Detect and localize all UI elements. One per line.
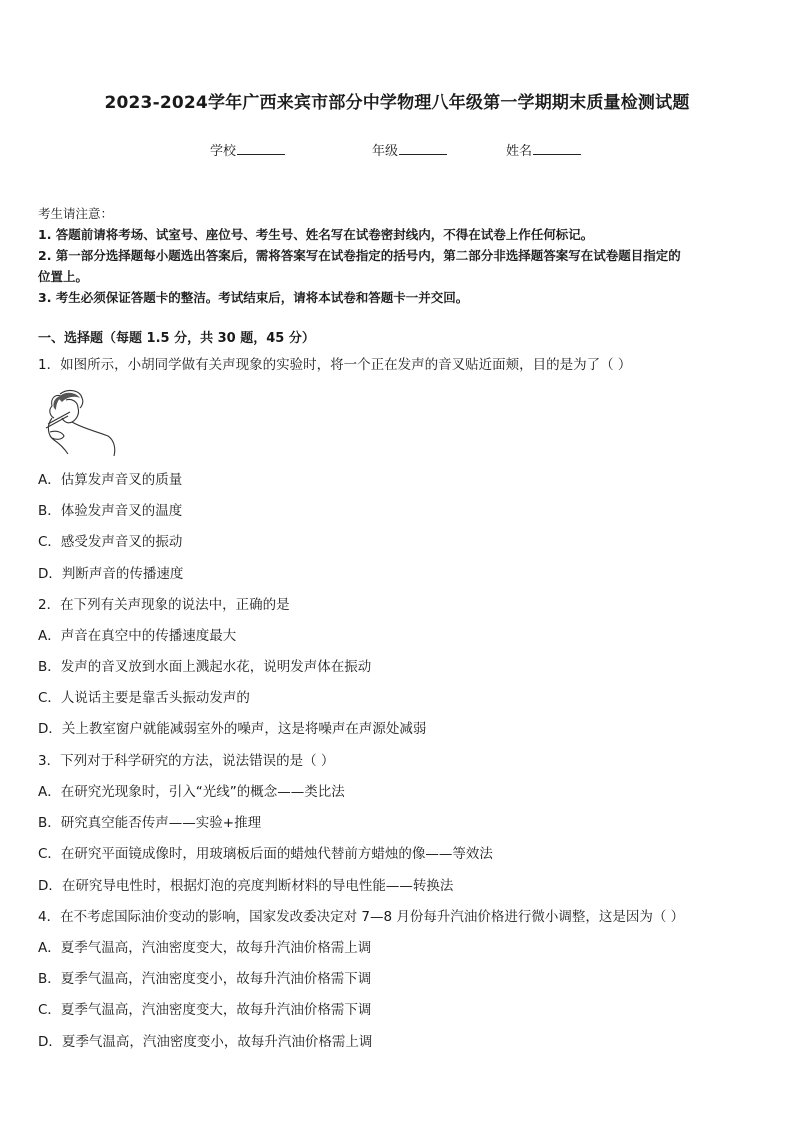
name-field xyxy=(506,140,581,159)
question-3-option-b: B．研究真空能否传声——实验+推理 xyxy=(38,815,262,831)
question-3-option-c: C．在研究平面镜成像时，用玻璃板后面的蜡烛代替前方蜡烛的像——等效法 xyxy=(38,846,493,862)
notice-item: 2. 第一部分选择题每小题选出答案后，需将答案写在试卷指定的括号内，第二部分非选择题答案写在试卷题目指定的 xyxy=(38,248,681,263)
notice-item: 位置上。 xyxy=(38,269,89,284)
section-heading: 一、选择题（每题 1.5 分，共 30 题，45 分） xyxy=(38,331,315,346)
question-4-option-b: B．夏季气温高，汽油密度变小，故每升汽油价格需下调 xyxy=(38,971,372,987)
school-label: 学校 xyxy=(210,144,237,159)
notice-item: 3. 考生必须保证答题卡的整洁。考试结束后，请将本试卷和答题卡一并交回。 xyxy=(38,290,469,305)
question-4-option-a: A．夏季气温高，汽油密度变大，故每升汽油价格需上调 xyxy=(38,940,372,956)
name-label: 姓名 xyxy=(506,144,533,159)
question-2-option-d: D．关上教室窗户就能减弱室外的噪声，这是将噪声在声源处减弱 xyxy=(38,721,427,737)
student-info-row xyxy=(0,140,794,160)
tuning-fork-face-illustration xyxy=(42,384,118,458)
question-1-option-c: C．感受发声音叉的振动 xyxy=(38,534,183,550)
question-4-option-c: C．夏季气温高，汽油密度变大，故每升汽油价格需下调 xyxy=(38,1002,372,1018)
question-3-option-a: A．在研究光现象时，引入“光线”的概念——类比法 xyxy=(38,784,345,800)
question-3-stem: 3．下列对于科学研究的方法，说法错误的是（ ） xyxy=(38,753,335,769)
question-1-option-b: B．体验发声音叉的温度 xyxy=(38,503,183,519)
question-2-option-b: B．发声的音叉放到水面上溅起水花，说明发声体在振动 xyxy=(38,659,372,675)
grade-label: 年级 xyxy=(372,144,399,159)
grade-field xyxy=(372,140,447,159)
exam-notice xyxy=(38,203,762,308)
question-1-option-d: D．判断声音的传播速度 xyxy=(38,566,184,582)
notice-item: 1. 答题前请将考场、试室号、座位号、考生号、姓名写在试卷密封线内，不得在试卷上作任何标记。 xyxy=(38,227,594,242)
notice-title: 考生请注意： xyxy=(38,206,114,221)
question-2-option-c: C．人说话主要是靠舌头振动发声的 xyxy=(38,690,250,706)
school-blank xyxy=(237,141,285,155)
question-4-option-d: D．夏季气温高，汽油密度变小，故每升汽油价格需上调 xyxy=(38,1034,373,1050)
question-3-option-d: D．在研究导电性时，根据灯泡的亮度判断材料的导电性能——转换法 xyxy=(38,878,454,894)
page-title: 2023-2024学年广西来宾市部分中学物理八年级第一学期期末质量检测试题 xyxy=(104,93,690,113)
school-field xyxy=(210,140,285,159)
question-2-option-a: A．声音在真空中的传播速度最大 xyxy=(38,628,237,644)
question-1-option-a: A．估算发声音叉的质量 xyxy=(38,472,183,488)
question-4-stem: 4．在不考虑国际油价变动的影响，国家发改委决定对 7—8 月份每升汽油价格进行微小调整，这是因为（ ） xyxy=(38,909,685,925)
question-2-stem: 2．在下列有关声现象的说法中，正确的是 xyxy=(38,597,290,613)
question-1-stem: 1．如图所示，小胡同学做有关声现象的实验时，将一个正在发声的音叉贴近面颊，目的是为了（ ） xyxy=(38,357,632,373)
name-blank xyxy=(533,141,581,155)
grade-blank xyxy=(399,141,447,155)
